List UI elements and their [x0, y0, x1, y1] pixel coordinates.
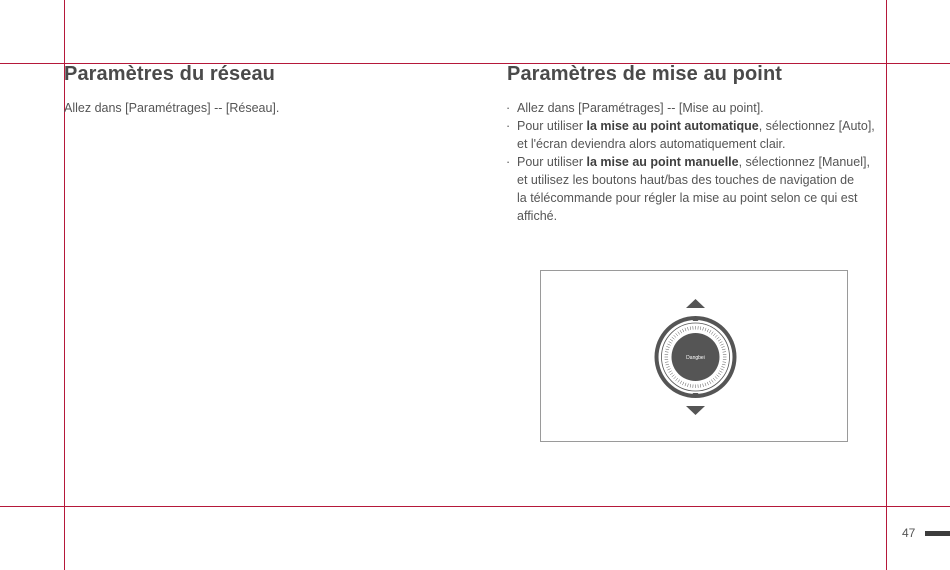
- instruction-prefix: Pour utiliser: [517, 119, 587, 133]
- down-arrow-icon: [686, 406, 705, 415]
- bullet-icon: ·: [506, 155, 511, 169]
- auto-focus-term: la mise au point automatique: [586, 119, 759, 133]
- instruction-line: et l'écran deviendra alors automatiquement clair.: [517, 137, 786, 151]
- bullet-icon: ·: [506, 101, 511, 115]
- instruction-line: [517, 153, 906, 171]
- instruction-suffix: , sélectionnez [Auto],: [758, 119, 875, 133]
- focus-settings-title: Paramètres de mise au point: [507, 63, 783, 85]
- instruction-line: [517, 117, 906, 135]
- bullet-icon: ·: [506, 119, 511, 133]
- dial-brand-label: Dangbei: [686, 355, 705, 361]
- list-item: [506, 99, 906, 117]
- instruction-suffix: , sélectionnez [Manuel],: [738, 155, 870, 169]
- instruction-line: Allez dans [Paramétrages] -- [Mise au point].: [517, 101, 764, 115]
- page-marker-bar: [925, 531, 950, 536]
- focus-instructions-list: [506, 99, 906, 225]
- crop-guide-right: [886, 0, 887, 570]
- crop-guide-bottom: [0, 506, 950, 507]
- list-item: [506, 117, 906, 153]
- list-item: [506, 153, 906, 225]
- network-settings-text: Allez dans [Paramétrages] -- [Réseau].: [64, 101, 280, 115]
- up-arrow-icon: [686, 299, 705, 308]
- instruction-line: affiché.: [517, 209, 558, 223]
- instruction-line: et utilisez les boutons haut/bas des touches de navigation de: [517, 173, 855, 187]
- instruction-prefix: Pour utiliser: [517, 155, 587, 169]
- remote-dial-illustration: [541, 271, 847, 441]
- remote-navigation-figure: [540, 270, 848, 442]
- instruction-line: la télécommande pour régler la mise au point selon ce qui est: [517, 191, 858, 205]
- network-settings-title: Paramètres du réseau: [64, 63, 276, 85]
- manual-focus-term: la mise au point manuelle: [586, 155, 739, 169]
- page-number: 47: [902, 526, 916, 540]
